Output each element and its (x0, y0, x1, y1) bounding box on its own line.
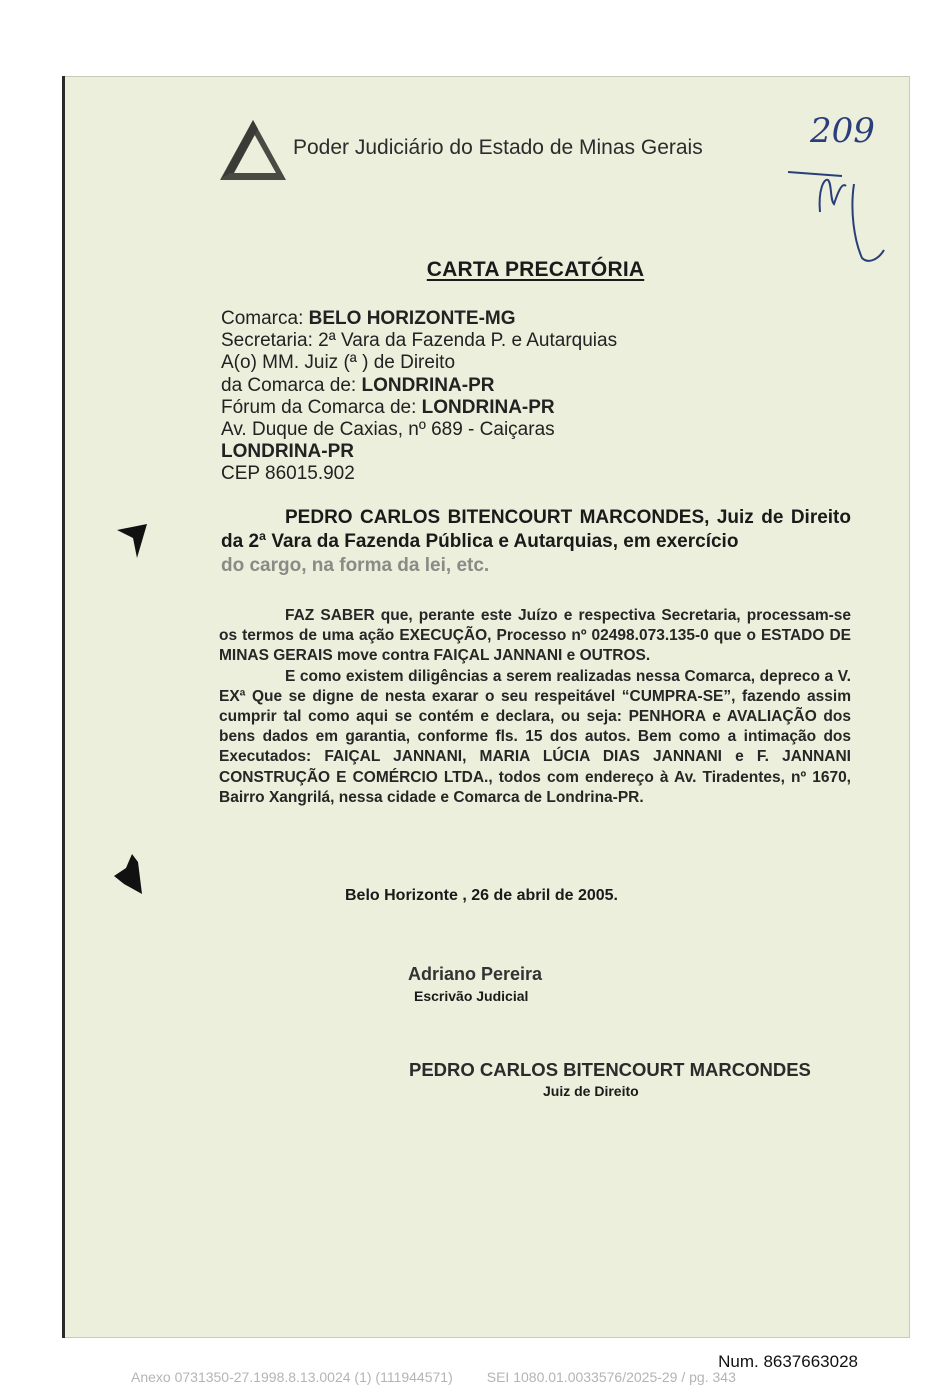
judge-signature-name: PEDRO CARLOS BITENCOURT MARCONDES (409, 1059, 811, 1080)
comarca-de-label: da Comarca de: (221, 374, 357, 396)
comarca-line (221, 308, 617, 330)
judge-title: Juiz de Direito da 2ª Vara da Fazenda Pública e Autarquias, em exercício (221, 507, 851, 552)
judge-introduction (221, 506, 851, 578)
body-text (219, 606, 851, 808)
punch-hole-mark-icon (112, 854, 146, 894)
juiz-line: A(o) MM. Juiz (ª ) de Direito (221, 352, 456, 374)
judge-name: PEDRO CARLOS BITENCOURT MARCONDES, (285, 507, 710, 528)
forum-label: Fórum da Comarca de: (221, 396, 417, 418)
comarca-label: Comarca: (221, 308, 304, 329)
clerk-role: Escrivão Judicial (414, 988, 529, 1004)
street-line: Av. Duque de Caxias, nº 689 - Caiçaras (221, 419, 555, 441)
intro-paragraph (221, 506, 851, 578)
comarca-de-value: LONDRINA-PR (361, 374, 495, 396)
judiciary-logo-icon (218, 118, 288, 184)
city-line (221, 441, 617, 463)
forum-value: LONDRINA-PR (421, 396, 555, 418)
clerk-name: Adriano Pereira (408, 964, 543, 984)
cep-line: CEP 86015.902 (221, 463, 355, 485)
document-title-text: CARTA PRECATÓRIA (426, 258, 645, 281)
intro-faded-text: do cargo, na forma da lei, etc. (221, 555, 490, 576)
comarca-value: BELO HORIZONTE-MG (308, 308, 516, 329)
punch-hole-mark-icon (115, 524, 149, 558)
sei-reference: SEI 1080.01.0033576/2025-29 / pg. 343 (486, 1369, 736, 1385)
institution-name: Poder Judiciário do Estado de Minas Gerais (293, 136, 703, 159)
document-number: Num. 8637663028 (718, 1352, 858, 1371)
secretaria-line: Secretaria: 2ª Vara da Fazenda P. e Autarquias (221, 330, 618, 352)
handwritten-number-text: 209 (810, 111, 875, 151)
annex-reference: Anexo 0731350-27.1998.8.13.0024 (1) (111944571) (131, 1369, 453, 1385)
city-value: LONDRINA-PR (221, 441, 354, 463)
comarca-de-line (221, 375, 617, 397)
address-block (221, 308, 617, 486)
forum-line (221, 397, 617, 419)
judge-signature-role: Juiz de Direito (543, 1083, 639, 1099)
body-paragraph-1: FAZ SABER que, perante este Juízo e respectiva Secretaria, processam-se os termos de uma ação EXECUÇÃO, Processo nº 02498.073.135-0 que o ESTADO DE MINAS GERAIS move contra FAIÇAL JANNANI e OUTROS. (219, 607, 851, 665)
document-title (0, 258, 941, 282)
body-paragraph-2: E como existem diligências a serem realizadas nessa Comarca, depreco a V. EXª Que se digne de nesta exarar o seu respeitável “CUMPRA-SE”, fazendo assim cumprir tal como aqui se contém e declara, ou seja: PENHORA e AVALIAÇÃO dos bens dados em garantia, conforme fls. 15 dos autos. Bem como a intimação dos Executados: FAIÇAL JANNANI, MARIA LÚCIA DIAS JANNANI e F. JANNANI CONSTRUÇÃO E COMÉRCIO LTDA., todos com endereço à Av. Tiradentes, nº 1670, Bairro Xangrilá, nessa cidade e Comarca de Londrina-PR. (219, 667, 851, 806)
footer-metadata (131, 1369, 736, 1385)
date-line: Belo Horizonte , 26 de abril de 2005. (345, 887, 618, 904)
handwritten-page-number (780, 100, 890, 270)
